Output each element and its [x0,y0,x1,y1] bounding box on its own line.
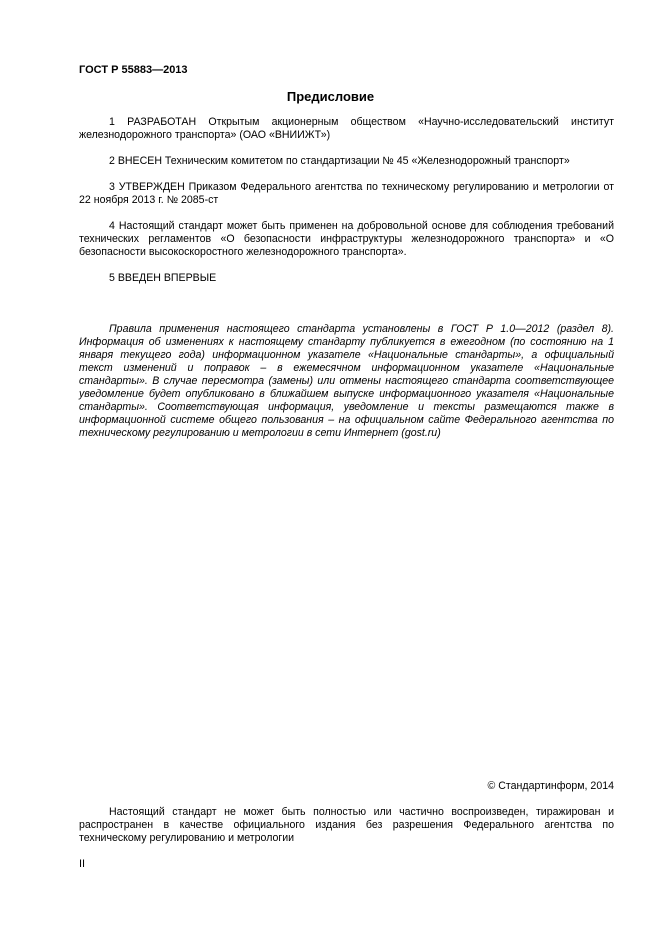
preface-item-approved: 3 УТВЕРЖДЕН Приказом Федерального агентства по техническому регулированию и метрологии от 22 ноября 2013 г. № 2085-ст [79,181,614,206]
preface-item-application: 4 Настоящий стандарт может быть применен на добровольной основе для соблюдения требований технических регламентов «О безопасности инфраструктуры железнодорожного транспорта» и «О безопасности высокоскоростного железнодорожного транспорта». [79,220,614,258]
copyright-line: © Стандартинформ, 2014 [487,780,614,792]
page-number: II [79,858,86,870]
application-rules-paragraph: Правила применения настоящего стандарта установлены в ГОСТ Р 1.0—2012 (раздел 8). Информация об изменениях к настоящему стандарту публикуется в ежегодном (по состоянию на 1 января текущего года) информационном указателе «Национальные стандарты», а официальный текст изменений и поправок – в ежемесячном информационном указателе «Национальные стандарты». В случае пересмотра (замены) или отмены настоящего стандарта соответствующее уведомление будет опубликовано в ближайшем выпуске информационного указателя «Национальные стандарты». Соответствующая информация, уведомление и тексты размещаются также в информационной системе общего пользования – на официальном сайте Федерального агентства по техническому регулированию и метрологии в сети Интернет (gost.ru) [79,323,614,439]
preface-item-developed: 1 РАЗРАБОТАН Открытым акционерным обществом «Научно-исследовательский институт железнодорожного транспорта» (ОАО «ВНИИЖТ») [79,116,614,141]
document-code: ГОСТ Р 55883—2013 [79,64,188,76]
preface-title: Предисловие [286,89,375,104]
reproduction-notice: Настоящий стандарт не может быть полностью или частично воспроизведен, тиражирован и распространен в качестве официального издания без разрешения Федерального агентства по техническому регулированию и метрологии [79,806,614,844]
preface-item-introduced: 2 ВНЕСЕН Техническим комитетом по стандартизации № 45 «Железнодорожный транспорт» [109,155,570,167]
preface-item-first-introduced: 5 ВВЕДЕН ВПЕРВЫЕ [109,272,217,284]
